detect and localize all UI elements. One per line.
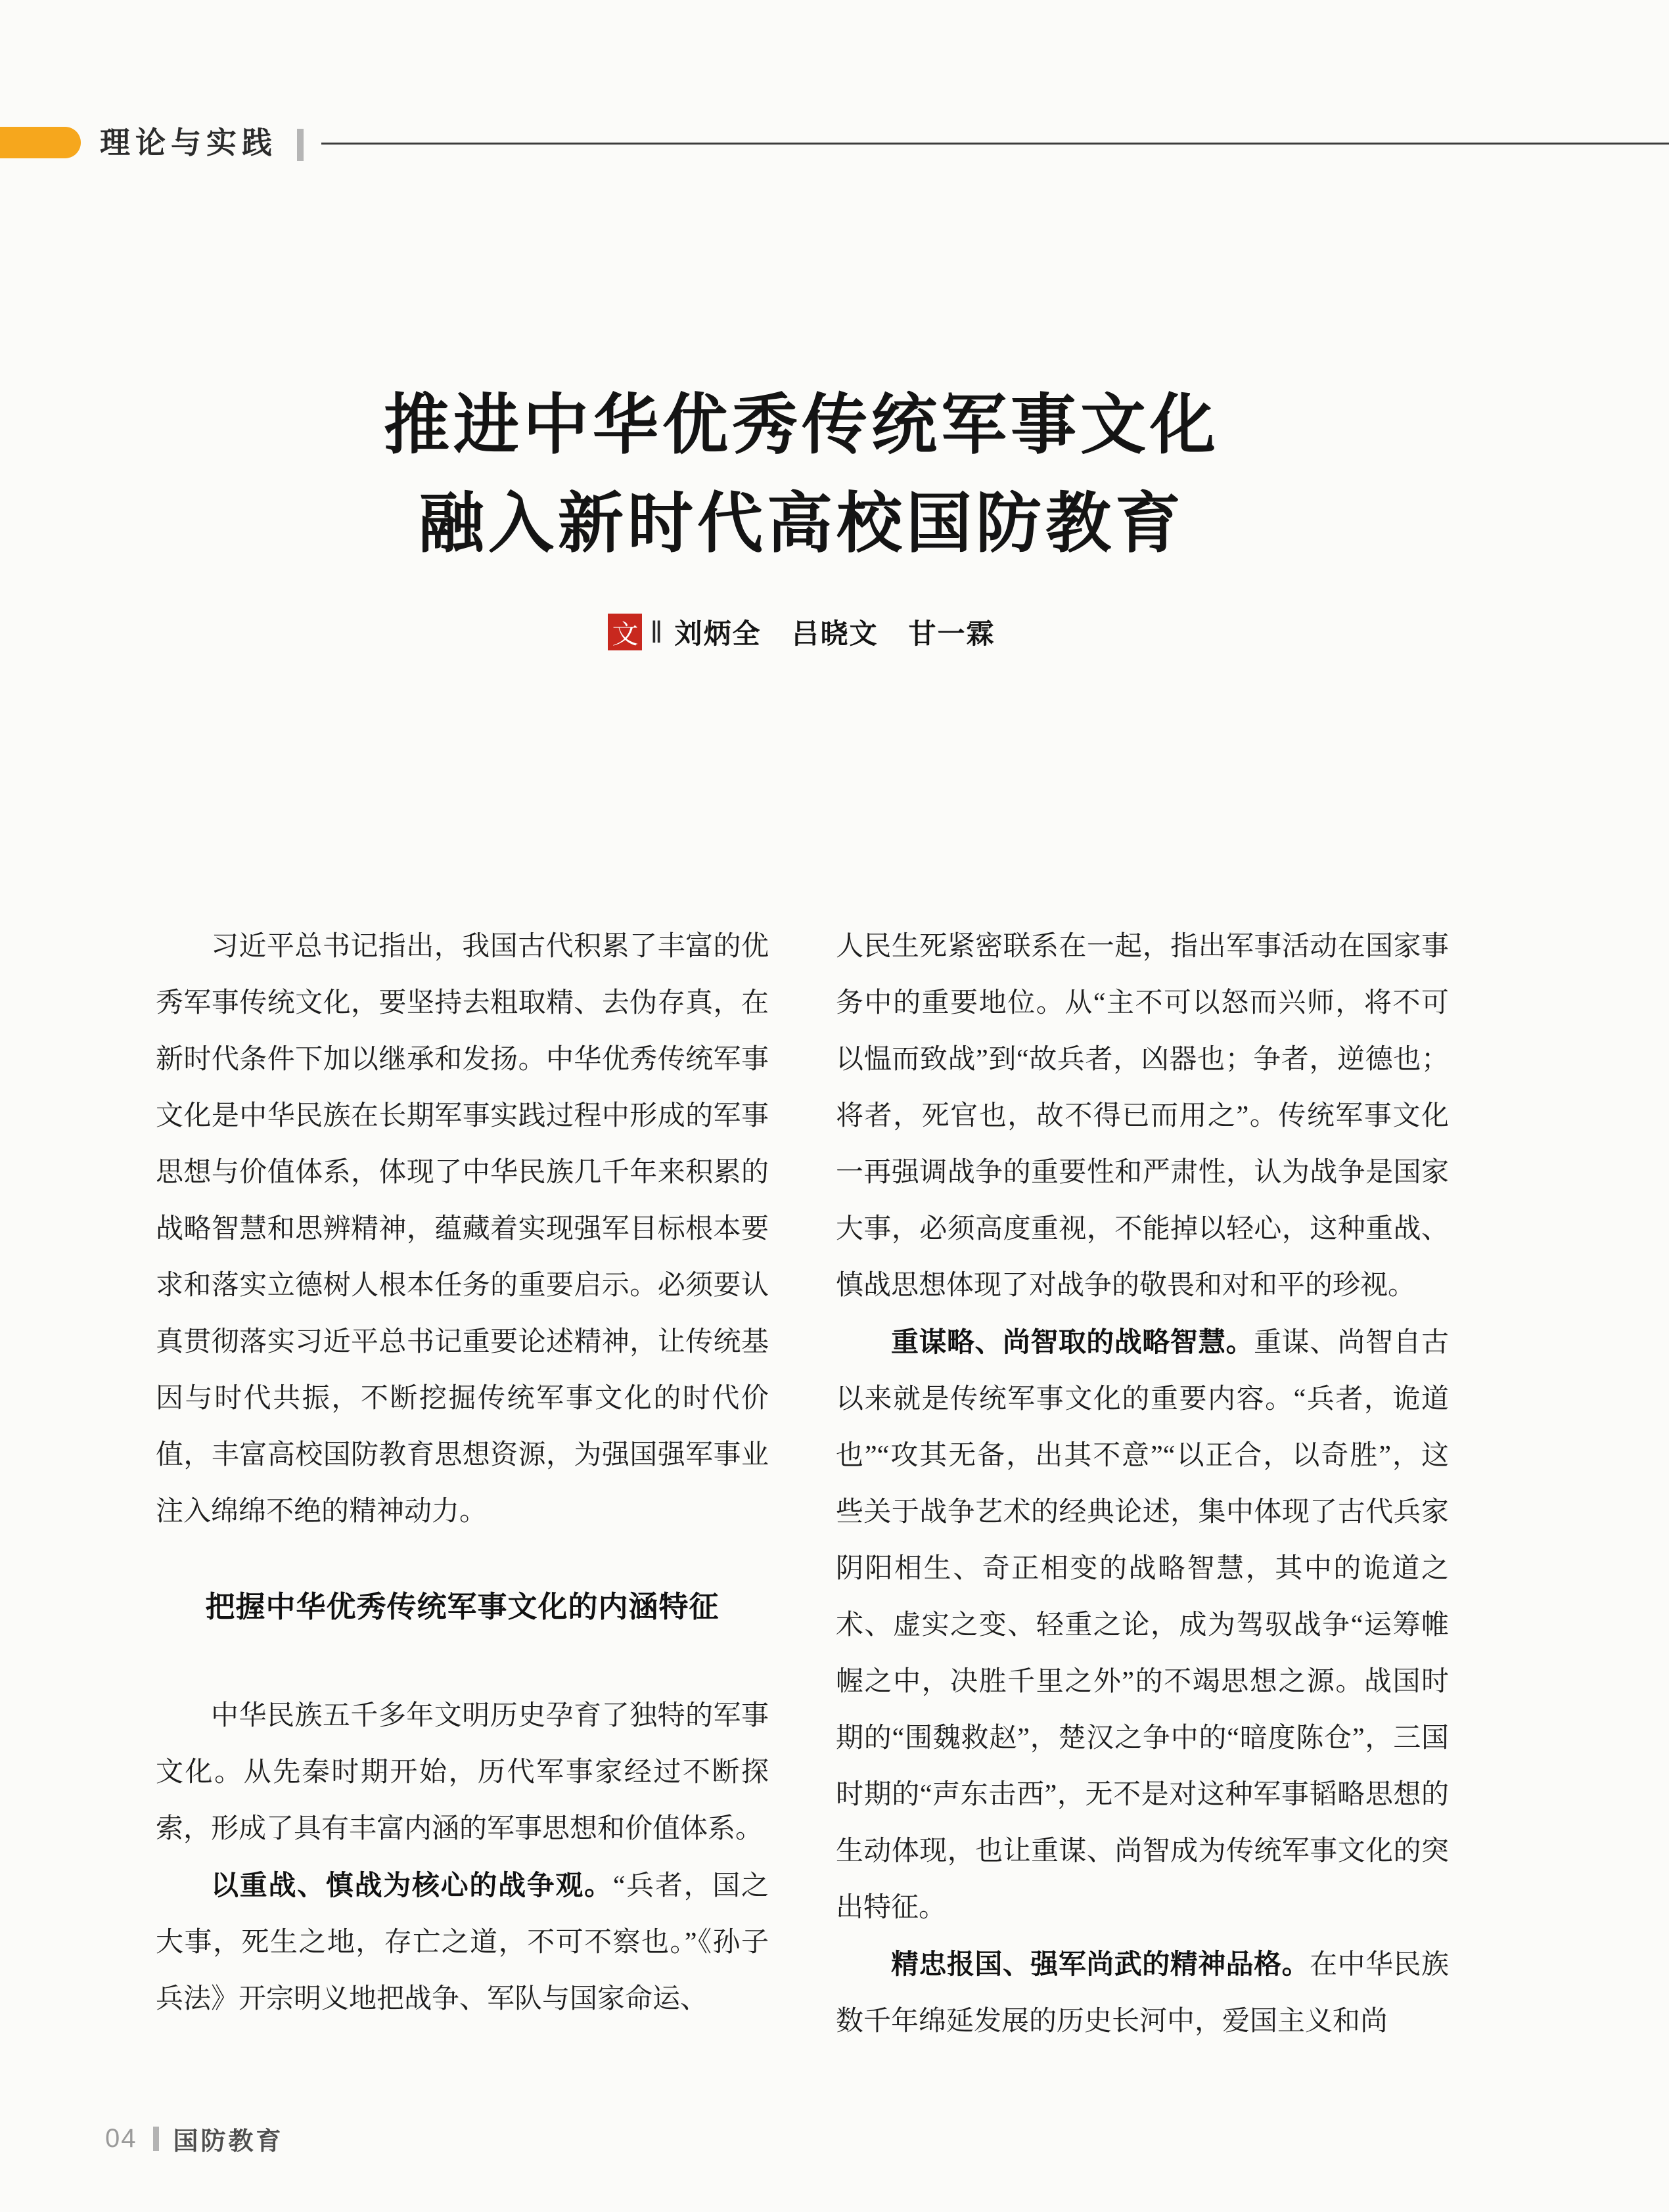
accent-pill: [0, 127, 81, 158]
section-label: 理论与实践: [100, 125, 277, 160]
paragraph-war-view: [156, 1857, 769, 2027]
paragraph-overview: 中华民族五千多年文明历史孕育了独特的军事文化。从先秦时期开始，历代军事家经过不断探索，形成了具有丰富内涵的军事思想和价值体系。: [156, 1701, 769, 1844]
paragraph-patriotism: [836, 1936, 1449, 2050]
title-line-1: 推进中华优秀传统军事文化: [384, 388, 1220, 462]
paragraph-strategy: [836, 1314, 1449, 1936]
paragraph-text: “兵者，国之大事，死生之地，存亡之道，不可不察也。”《孙子兵法》开宗明义地把战争、军队与国家命运、: [156, 1871, 769, 2014]
right-column: [836, 918, 1449, 2050]
section-heading: 把握中华优秀传统军事文化的内涵特征: [205, 1590, 720, 1623]
header-rule: [321, 143, 1669, 145]
paragraph-lead: 以重战、慎战为核心的战争观。: [211, 1870, 613, 1901]
paragraph-intro: 习近平总书记指出，我国古代积累了丰富的优秀军事传统文化，要坚持去粗取精、去伪存真，在新时代条件下加以继承和发扬。中华优秀传统军事文化是中华民族在长期军事实践过程中形成的军事思想与价值体系，体现了中华民族几千年来积累的战略智慧和思辨精神，蕴藏着实现强军目标根本要求和落实立德树人根本任务的重要启示。必须要认真贯彻落实习近平总书记重要论述精神，让传统基因与时代共振，不断挖掘传统军事文化的时代价值，丰富高校国防教育思想资源，为强国强军事业注入绵绵不绝的精神动力。: [156, 932, 769, 1527]
wen-label: 文: [612, 619, 639, 649]
journal-name: 国防教育: [173, 2128, 284, 2156]
author-name-2: 吕晓文: [791, 618, 879, 649]
paragraph-war-view-continued: 人民生死紧密联系在一起，指出军事活动在国家事务中的重要地位。从“主不可以怒而兴师，将不可以愠而致战”到“故兵者，凶器也；争者，逆德也；将者，死官也，故不得已而用之”。传统军事文化一再强调战争的重要性和严肃性，认为战争是国家大事，必须高度重视，不能掉以轻心，这种重战、慎战思想体现了对战争的敬畏和对和平的珍视。: [836, 932, 1449, 1301]
page-number: 04: [105, 2124, 137, 2153]
page-footer: [105, 2121, 284, 2157]
paragraph-lead: 重谋略、尚智取的战略智慧。: [891, 1326, 1254, 1357]
paragraph-text: 重谋、尚智自古以来就是传统军事文化的重要内容。“兵者，诡道也”“攻其无备，出其不意”“以正合，以奇胜”，这些关于战争艺术的经典论述，集中体现了古代兵家阴阳相生、奇正相变的战略智慧，其中的诡道之术、虚实之变、轻重之论，成为驾驭战争“运筹帷幄之中，决胜千里之外”的不竭思想之源。战国时期的“围魏救赵”，楚汉之争中的“暗度陈仓”，三国时期的“声东击西”，无不是对这种军事韬略思想的生动体现，也让重谋、尚智成为传统军事文化的突出特征。: [836, 1328, 1449, 1923]
header-tick-bar: [297, 129, 304, 161]
left-column: [156, 918, 769, 2027]
author-name-1: 刘炳全: [674, 618, 762, 649]
article-title: [158, 376, 1446, 573]
byline-separator: ‖: [650, 615, 663, 649]
footer-tick-bar: [153, 2127, 159, 2151]
paragraph-lead: 精忠报国、强军尚武的精神品格。: [891, 1949, 1310, 1979]
author-mark-box: [608, 614, 642, 650]
paragraph-text: 在中华民族数千年绵延发展的历史长河中，爱国主义和尚: [836, 1950, 1449, 2037]
byline: [158, 612, 1446, 652]
author-name-3: 甘一霖: [908, 618, 995, 649]
title-line-2: 融入新时代高校国防教育: [419, 487, 1185, 560]
